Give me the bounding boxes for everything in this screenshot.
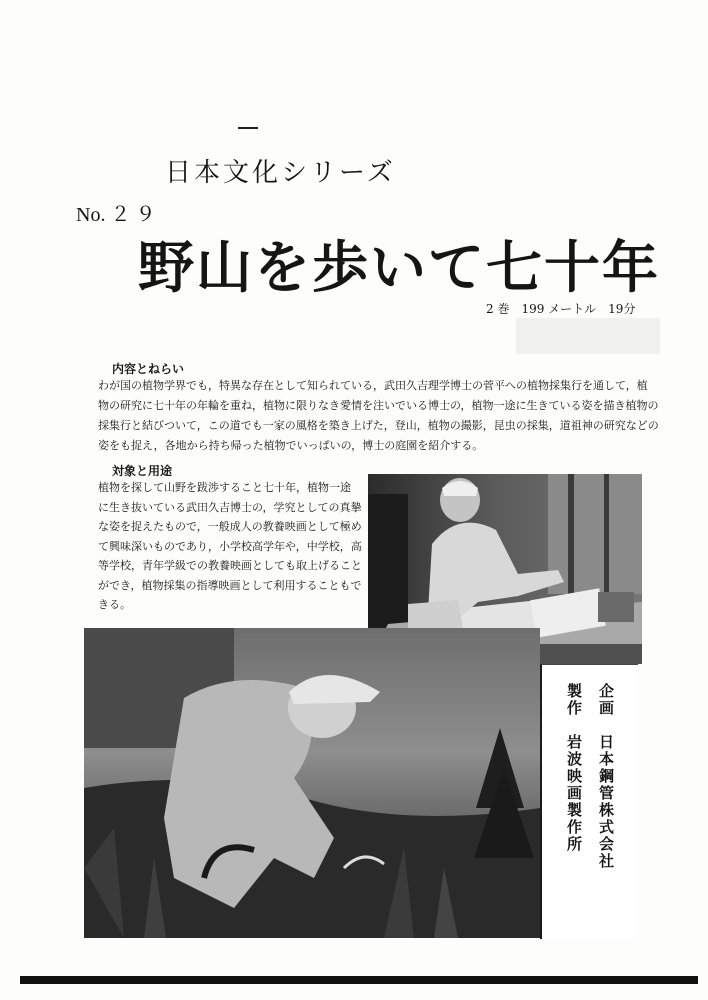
paper-smudge — [516, 318, 660, 354]
issue-number: No. ２ ９ — [76, 204, 156, 226]
section-heading-content: 内容とねらい — [112, 362, 185, 376]
body-line: に生き抜いている武田久吉博士の，学究としての真摯 — [98, 500, 362, 514]
body-line: 姿をも捉え，各地から持ち帰った植物でいっぱいの，博士の庭園を紹介する。 — [98, 439, 484, 452]
body-line: 植物を探して山野を跋渉すること七十年，植物一途 — [98, 481, 351, 494]
body-line: きる。 — [98, 598, 131, 611]
film-title: 野山を歩いて七十年 — [138, 236, 660, 301]
photo-scholar-in-field-image — [84, 628, 540, 938]
production-credits — [540, 664, 638, 939]
credit-sponsor: 企画 日本鋼管株式会社 — [597, 683, 615, 870]
body-line: 等学校，青年学級での教養映画としても取上げること — [98, 559, 362, 572]
bottom-rule — [20, 976, 698, 984]
body-line: な姿を捉えたもので，一般成人の教養映画として極め — [98, 520, 362, 533]
section-heading-usage: 対象と用途 — [112, 464, 173, 478]
body-line: 物の研究に七十年の年輪を重ね，植物に限りなき愛情を注いでいる博士の，植物一途に生きている姿を描き植物の — [98, 399, 659, 412]
photo-scholar-in-field — [84, 628, 540, 938]
section-body-content — [98, 376, 659, 456]
body-line: わが国の植物学界でも，特異な存在として知られている，武田久吉理学博士の菅平への植物採集行を通して，植 — [98, 379, 648, 392]
section-body-usage — [98, 478, 362, 615]
credit-producer: 製作 岩波映画製作所 — [565, 683, 583, 853]
body-line: て興味深いものであり，小学校高学年や，中学校，高 — [98, 539, 362, 553]
body-line: 採集行と結びついて，この道でも一家の風格を築き上げた，登山，植物の撮影，昆虫の採集，道祖神の研究などの — [98, 419, 659, 432]
body-line: ができ，植物採集の指導映画として利用することもで — [98, 578, 362, 592]
film-info: 2 巻 199 メートル 19分 — [486, 302, 636, 316]
registration-mark — [238, 127, 258, 129]
series-title: 日本文化シリーズ — [165, 158, 396, 188]
